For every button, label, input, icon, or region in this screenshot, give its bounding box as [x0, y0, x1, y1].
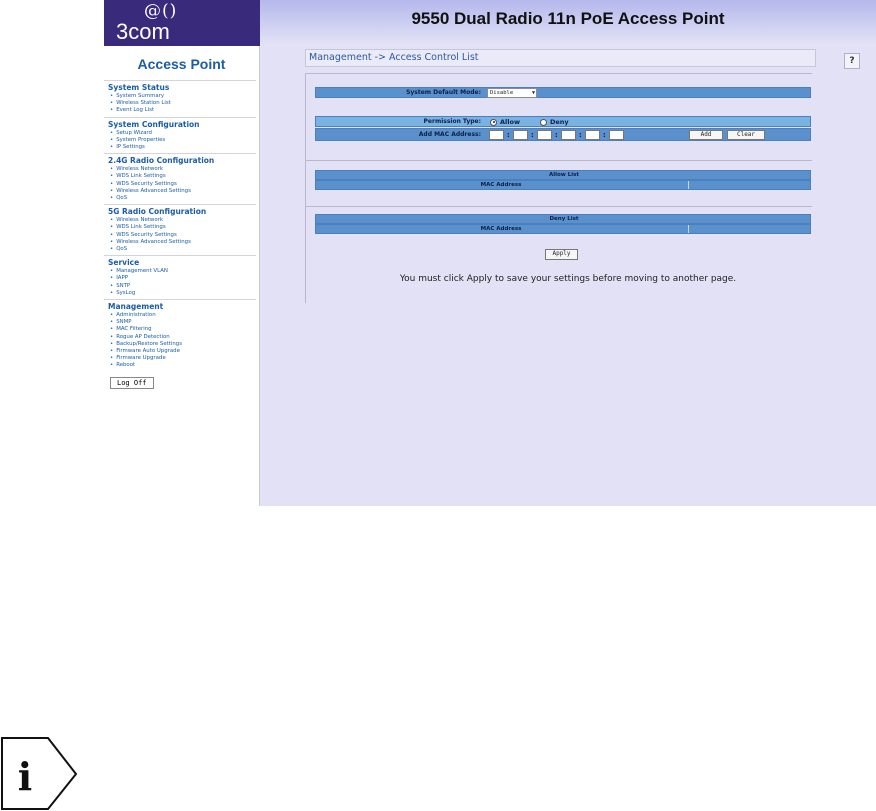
add-button[interactable]: Add: [689, 130, 723, 140]
divider: [305, 160, 812, 161]
nav-item-event-log-list[interactable]: • Event Log List: [108, 107, 256, 114]
nav-item-wireless-network-5[interactable]: • Wireless Network: [108, 217, 256, 224]
deny-mac-col-header: MAC Address: [480, 226, 522, 232]
main-content: [260, 46, 876, 506]
nav-heading: System Status: [108, 83, 170, 92]
info-note-icon: [0, 730, 80, 810]
nav-item-firmware-auto-upgrade[interactable]: • Firmware Auto Upgrade: [108, 348, 256, 355]
nav-heading: System Configuration: [108, 119, 200, 129]
nav-section-management: [104, 299, 256, 391]
mac-separator: :: [555, 131, 558, 139]
nav-item-sntp[interactable]: • SNTP: [108, 283, 256, 290]
default-mode-row: [315, 87, 811, 98]
nav-heading: Management: [108, 302, 164, 312]
nav-item-wds-link-5[interactable]: • WDS Link Settings: [108, 224, 256, 231]
mac-octet-2-input[interactable]: [513, 130, 528, 140]
nav-item-snmp[interactable]: • SNMP: [108, 319, 256, 326]
mac-octet-1-input[interactable]: [489, 130, 504, 140]
deny-radio-label: Deny: [550, 118, 569, 126]
sidebar-title: Access Point: [137, 56, 226, 72]
content-frame-line: [305, 73, 306, 303]
mac-separator: :: [531, 131, 534, 139]
column-divider: [688, 225, 689, 233]
nav-item-wireless-advanced-5[interactable]: • Wireless Advanced Settings: [108, 239, 256, 246]
page-title: 9550 Dual Radio 11n PoE Access Point: [411, 9, 725, 28]
mac-separator: :: [507, 131, 510, 139]
add-mac-row: [315, 128, 811, 141]
nav-item-setup-wizard[interactable]: • Setup Wizard: [108, 130, 256, 137]
nav-item-rogue-ap-detection[interactable]: • Rogue AP Detection: [108, 334, 256, 341]
nav-item-administration[interactable]: • Administration: [108, 312, 256, 319]
logo-mark: @(): [144, 1, 178, 21]
nav-item-qos-5[interactable]: • QoS: [108, 246, 256, 253]
nav-item-ip-settings[interactable]: • IP Settings: [108, 144, 256, 151]
info-glyph: i: [17, 754, 33, 799]
column-divider: [688, 181, 689, 189]
allow-list-header: [315, 170, 811, 180]
nav-item-syslog[interactable]: • SysLog: [108, 290, 256, 297]
mac-octet-6-input[interactable]: [609, 130, 624, 140]
sidebar-nav: [104, 46, 260, 506]
allow-radio[interactable]: [490, 119, 497, 126]
nav-item-wireless-station-list[interactable]: • Wireless Station List: [108, 100, 256, 107]
nav-heading: 2.4G Radio Configuration: [108, 156, 215, 166]
add-mac-label: Add MAC Address:: [418, 131, 481, 138]
nav-item-system-summary[interactable]: • System Summary: [108, 93, 256, 100]
divider: [305, 206, 812, 207]
note-arrow-shape: [2, 738, 76, 809]
nav-heading: 5G Radio Configuration: [108, 207, 207, 217]
nav-item-wireless-network-24[interactable]: • Wireless Network: [108, 166, 256, 173]
breadcrumb: Management -> Access Control List: [309, 52, 479, 63]
apply-note: You must click Apply to save your settings before moving to another page.: [399, 274, 737, 284]
nav-item-management-vlan[interactable]: • Management VLAN: [108, 268, 256, 275]
page-header: [260, 0, 876, 46]
nav-item-wds-security-5[interactable]: • WDS Security Settings: [108, 232, 256, 239]
nav-section-system-status: [104, 80, 256, 117]
nav-item-firmware-upgrade[interactable]: • Firmware Upgrade: [108, 355, 256, 362]
sidebar-sections: [104, 80, 256, 391]
nav-item-mac-filtering[interactable]: • MAC Filtering: [108, 326, 256, 333]
nav-section-2-4g-radio: [104, 153, 256, 204]
help-button[interactable]: ?: [844, 53, 860, 69]
permission-type-label: Permission Type:: [423, 118, 481, 125]
nav-item-reboot[interactable]: • Reboot: [108, 362, 256, 369]
nav-item-system-properties[interactable]: • System Properties: [108, 137, 256, 144]
nav-heading: Service: [108, 258, 140, 268]
mac-separator: :: [579, 131, 582, 139]
mac-octet-3-input[interactable]: [537, 130, 552, 140]
default-mode-value: Disable: [490, 90, 514, 96]
breadcrumb-bar: [305, 49, 855, 67]
chevron-down-icon: ▼: [531, 90, 535, 96]
logo-text: 3com: [116, 19, 170, 44]
brand-logo: [104, 0, 260, 46]
deny-radio[interactable]: [540, 119, 547, 126]
mac-octet-4-input[interactable]: [561, 130, 576, 140]
deny-list-columns: [315, 224, 811, 234]
permission-type-row: [315, 116, 811, 127]
deny-list-title: Deny List: [549, 216, 579, 222]
nav-item-wds-security-24[interactable]: • WDS Security Settings: [108, 181, 256, 188]
mac-separator: :: [603, 131, 606, 139]
apply-button[interactable]: Apply: [545, 249, 578, 260]
clear-button[interactable]: Clear: [727, 130, 765, 140]
default-mode-label: System Default Mode:: [406, 89, 481, 96]
log-off-button[interactable]: Log Off: [110, 377, 154, 389]
nav-item-iapp[interactable]: • IAPP: [108, 275, 256, 282]
nav-item-wireless-advanced-24[interactable]: • Wireless Advanced Settings: [108, 188, 256, 195]
mac-octet-5-input[interactable]: [585, 130, 600, 140]
nav-section-5g-radio: [104, 204, 256, 255]
allow-list-title: Allow List: [548, 172, 580, 178]
deny-list-header: [315, 214, 811, 224]
nav-item-backup-restore[interactable]: • Backup/Restore Settings: [108, 341, 256, 348]
divider: [305, 73, 812, 74]
default-mode-select[interactable]: [487, 88, 537, 98]
nav-item-wds-link-24[interactable]: • WDS Link Settings: [108, 173, 256, 180]
allow-mac-col-header: MAC Address: [480, 182, 522, 188]
nav-section-service: [104, 255, 256, 299]
nav-item-qos-24[interactable]: • QoS: [108, 195, 256, 202]
allow-list-columns: [315, 180, 811, 190]
nav-section-system-configuration: [104, 117, 256, 154]
allow-radio-label: Allow: [500, 118, 520, 126]
